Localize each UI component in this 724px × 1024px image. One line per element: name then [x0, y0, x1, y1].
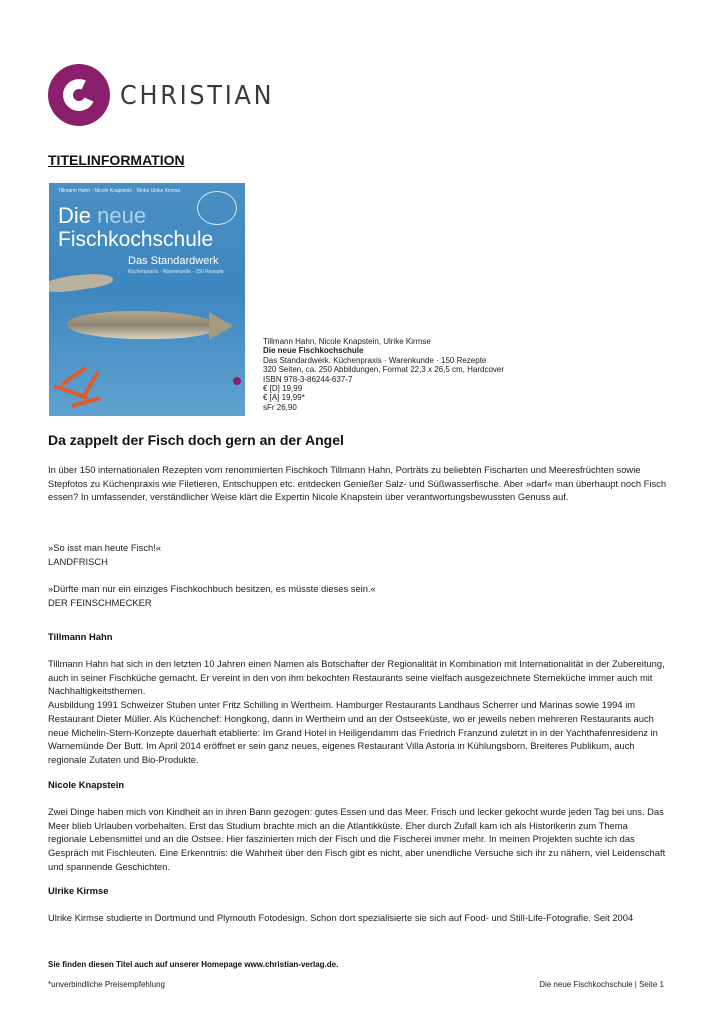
quote-source: LANDFRISCH: [48, 555, 108, 567]
fish-tail-icon: [209, 312, 233, 340]
book-metadata: [263, 337, 504, 412]
cover-subtitle: Das Standardwerk: [128, 255, 219, 267]
meta-price-ch: sFr 26,90: [263, 402, 297, 412]
meta-details: 320 Seiten, ca. 250 Abbildungen, Format 22,3 x 26,5 cm, Hardcover: [263, 365, 505, 375]
author-heading: Tillmann Hahn: [48, 631, 113, 642]
quote-text: »So isst man heute Fisch!«: [48, 542, 162, 553]
quote-source: DER FEINSCHMECKER: [48, 596, 152, 608]
author-bio: Ulrike Kirmse studierte in Dortmund und Plymouth Fotodesign. Schon dort spezialisierte sie sich auf Food- und Still-Life-Fotografie. Seit 2004: [48, 912, 634, 923]
author-bio-text: Ausbildung 1991 Schweizer Stuben unter Fritz Schilling in Wertheim. Hamburger Restaurants Landhaus Scherrer und Marinas sowie 1994 im Restaurant Dieter Müller. Als Küchenchef: Hongkong, dann in Wertheim und an der Ostseeküste, wo er jeweils neben mehreren Restaurants auch neue Michelin-Stern-Konzepte dauerhaft etablierte: Im Grand Hotel in Heiligendamm das Friedrich Franzund zuletzt in in der Yachthafenresidenz in Warnemünde Der Butt. Im April 2014 eröffnet er sein ganz neues, eigenes Restaurant Villa Astoria in Kühlungsborn. Breiteres Publikum, auch regionale Zutaten und Bio-Produkte.: [48, 699, 658, 765]
fish-icon: [49, 270, 114, 295]
logo-wordmark: CHRISTIAN: [120, 81, 275, 111]
book-cover-image: [49, 183, 245, 416]
meta-title: Die neue Fischkochschule: [263, 346, 364, 356]
author-heading: Ulrike Kirmse: [48, 885, 109, 896]
headline: Da zappelt der Fisch doch gern an der Angel: [48, 432, 344, 448]
meta-authors: Tillmann Hahn, Nicole Knapstein, Ulrike Kirmse: [263, 337, 431, 346]
author-bio-text: Tillmann Hahn hat sich in den letzten 10 Jahren einen Namen als Botschafter der Regionalität in Kombination mit Internationalität in der Zubereitung, auch in seiner Fischküche gemacht. Er vereint in den von ihm bekochten Restaurants seine vielfach ausgezeichnete Sterneküche immer auch mit Nachhaltigkeitsthemen.: [48, 658, 665, 697]
meta-price-at: € [A] 19,99*: [263, 393, 305, 403]
cover-tags: Küchenpraxis · Warenkunde · 150 Rezepte: [128, 269, 224, 275]
cover-authors: Tillmann Hahn · Nicole Knapstein · Rinke Ulrike Kirmse: [58, 188, 181, 194]
author-heading: Nicole Knapstein: [48, 779, 125, 790]
section-title: TITELINFORMATION: [48, 152, 185, 168]
meta-price-de: € [D] 19,99: [263, 384, 303, 394]
publisher-logo: [48, 64, 275, 126]
christian-logo-icon: [48, 64, 110, 126]
fish-icon: [67, 311, 217, 339]
intro-paragraph: In über 150 internationalen Rezepten vom renommierten Fischkoch Tillmann Hahn, Porträts zu beliebten Fischarten und Meeresfrüchten sowie Stepfotos zu Küchenpraxis wie Filetieren, Entschuppen etc. entdecken Genießer Salz- und Süßwasserfische. Aber »darf« man überhaupt noch Fisch essen? In umfassender, verständlicher Weise klärt die Expertin Nicole Knapstein über verantwortungsbewussten Genuss auf.: [48, 464, 667, 503]
cover-publisher-icon: [233, 377, 241, 385]
footer-page-info: Die neue Fischkochschule | Seite 1: [539, 980, 664, 989]
author-bio: [48, 657, 668, 767]
review-quote: [48, 541, 668, 568]
footer-homepage-note: Sie finden diesen Titel auch auf unserer Homepage www.christian-verlag.de.: [48, 960, 339, 969]
quote-text: »Dürfte man nur ein einziges Fischkochbuch besitzen, es müsste dieses sein.«: [48, 583, 376, 594]
footer-disclaimer: *unverbindliche Preisempfehlung: [48, 980, 165, 989]
cover-title-line2: Fischkochschule: [58, 228, 214, 251]
cover-title-line1: Die neue: [58, 203, 147, 228]
review-quote: [48, 582, 668, 609]
meta-isbn: ISBN 978-3-86244-637-7: [263, 374, 353, 384]
cover-badge-icon: [197, 191, 237, 225]
crayfish-icon: [53, 368, 109, 414]
meta-subtitle: Das Standardwerk. Küchenpraxis · Warenkunde · 150 Rezepte: [263, 355, 487, 365]
author-bio: Zwei Dinge haben mich von Kindheit an in ihren Bann gezogen: gutes Essen und das Meer. Frisch und lecker gekocht wurde jeden Tag bei uns. Das Meer blieb Urlauben vorbehalten. Erst das Studium brachte mich an die Atlantikküste. Eher durch Zufall kam ich als Historikerin zum Thema regionale Lebensmittel und an die Ostsee. Hier faszinierten mich der Fisch und die Fischerei immer mehr. In meinen Projekten suchte ich das Gespräch mit Fischleuten. Eine Erkenntnis: die Wahrheit über den Fisch gibt es nicht, aber unendliche Versuche sich ihr zu nähern, viel Leidenschaft und spannende Geschichten.: [48, 806, 666, 872]
